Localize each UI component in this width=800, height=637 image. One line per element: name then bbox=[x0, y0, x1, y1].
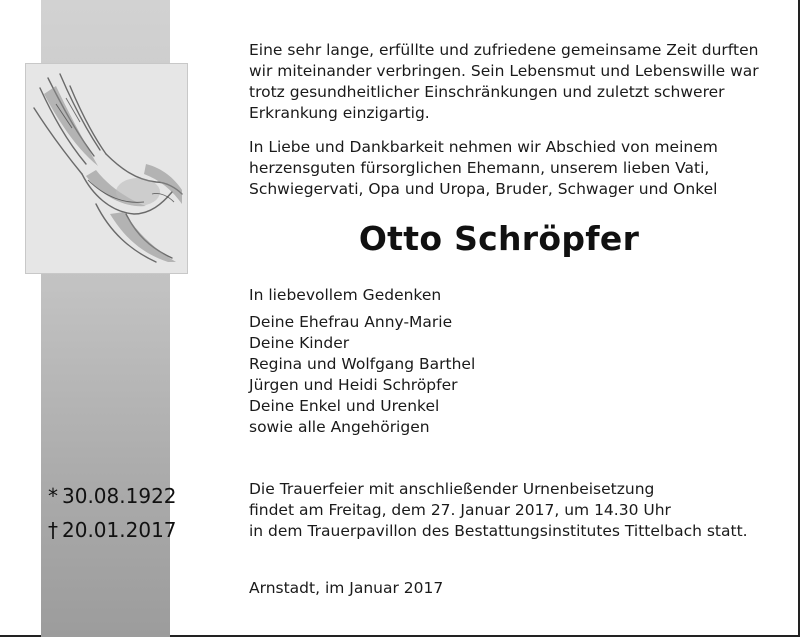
ceremony-line: findet am Freitag, dem 27. Januar 2017, um 14.30 Uhr bbox=[249, 501, 671, 519]
cross-icon: † bbox=[48, 518, 58, 542]
place-and-date: Arnstadt, im Januar 2017 bbox=[249, 579, 444, 597]
mourner-item: Regina und Wolfgang Barthel bbox=[249, 355, 476, 373]
intro-line: Erkrankung einzigartig. bbox=[249, 104, 430, 122]
farewell-line: Schwiegervati, Opa und Uropa, Bruder, Schwager und Onkel bbox=[249, 180, 718, 198]
birth-date-row bbox=[46, 479, 177, 513]
intro-line: Eine sehr lange, erfüllte und zufriedene gemeinsame Zeit durften bbox=[249, 41, 759, 59]
ceremony-line: Die Trauerfeier mit anschließender Urnenbeisetzung bbox=[249, 480, 655, 498]
memorial-line: In liebevollem Gedenken bbox=[249, 286, 442, 304]
mourners-list bbox=[249, 312, 475, 438]
praying-hands-image bbox=[25, 63, 188, 274]
farewell-line: In Liebe und Dankbarkeit nehmen wir Abschied von meinem bbox=[249, 138, 718, 156]
death-date: 20.01.2017 bbox=[62, 518, 177, 542]
birth-symbol: * bbox=[48, 484, 58, 508]
mourner-item: Deine Ehefrau Anny-Marie bbox=[249, 313, 453, 331]
mourner-item: Deine Enkel und Urenkel bbox=[249, 397, 440, 415]
mourner-item: sowie alle Angehörigen bbox=[249, 418, 430, 436]
death-date-row bbox=[46, 513, 177, 547]
farewell-line: herzensguten fürsorglichen Ehemann, unserem lieben Vati, bbox=[249, 159, 710, 177]
birth-date: 30.08.1922 bbox=[62, 484, 177, 508]
deceased-name: Otto Schröpfer bbox=[358, 219, 640, 258]
farewell-paragraph bbox=[249, 137, 718, 200]
intro-paragraph bbox=[249, 40, 759, 124]
ceremony-line: in dem Trauerpavillon des Bestattungsinstitutes Tittelbach statt. bbox=[249, 522, 748, 540]
life-dates bbox=[46, 479, 177, 547]
mourner-item: Deine Kinder bbox=[249, 334, 350, 352]
intro-line: trotz gesundheitlicher Einschränkungen und zuletzt schwerer bbox=[249, 83, 725, 101]
praying-hands-icon bbox=[26, 64, 187, 273]
intro-line: wir miteinander verbringen. Sein Lebensmut und Lebenswille war bbox=[249, 62, 759, 80]
ceremony-info bbox=[249, 479, 748, 542]
mourner-item: Jürgen und Heidi Schröpfer bbox=[249, 376, 458, 394]
